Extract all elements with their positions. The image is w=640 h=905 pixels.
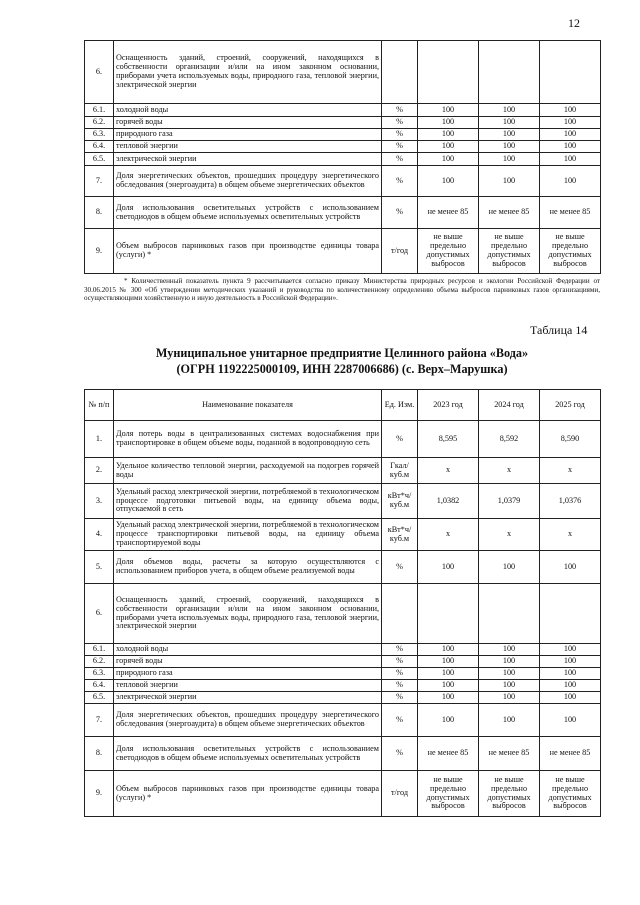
header-unit: Ед. Изм. bbox=[382, 390, 418, 421]
value-2023: 100 bbox=[418, 644, 479, 656]
value-2024: 100 bbox=[479, 668, 540, 680]
value-2025: 100 bbox=[540, 141, 601, 153]
value-2023: не выше предельно допустимых выбросов bbox=[418, 229, 479, 274]
row-number: 6.5. bbox=[85, 153, 114, 166]
value-2024: 100 bbox=[479, 117, 540, 129]
indicator-name: Удельное количество тепловой энергии, расходуемой на подогрев горячей воды bbox=[114, 458, 382, 484]
row-number: 6.1. bbox=[85, 104, 114, 117]
indicator-name: электрической энергии bbox=[114, 153, 382, 166]
value-2024: 8,592 bbox=[479, 421, 540, 458]
table-row bbox=[85, 519, 601, 551]
value-2024: 100 bbox=[479, 141, 540, 153]
unit: кВт*ч/ куб.м bbox=[382, 484, 418, 519]
indicators-table-continued bbox=[84, 40, 601, 274]
indicator-name: Оснащенность зданий, строений, сооружений, находящихся в собственности организации и/или на ином законном основании, приборами учета используемых воды, природного газа, тепловой энергии, электрической энергии bbox=[114, 41, 382, 104]
value-2025 bbox=[540, 41, 601, 104]
unit: % bbox=[382, 692, 418, 704]
indicator-name: тепловой энергии bbox=[114, 680, 382, 692]
value-2025: 100 bbox=[540, 166, 601, 197]
value-2025: 100 bbox=[540, 656, 601, 668]
unit: % bbox=[382, 129, 418, 141]
row-number: 3. bbox=[85, 484, 114, 519]
row-number: 6.4. bbox=[85, 680, 114, 692]
value-2024: не выше предельно допустимых выбросов bbox=[479, 229, 540, 274]
table-row bbox=[85, 644, 601, 656]
value-2024: 100 bbox=[479, 692, 540, 704]
value-2025: 100 bbox=[540, 644, 601, 656]
value-2023: 100 bbox=[418, 141, 479, 153]
value-2024: 100 bbox=[479, 680, 540, 692]
unit: Гкал/ куб.м bbox=[382, 458, 418, 484]
indicator-name: Объем выбросов парниковых газов при производстве единицы товара (услуги) * bbox=[114, 229, 382, 274]
unit: % bbox=[382, 656, 418, 668]
row-number: 4. bbox=[85, 519, 114, 551]
row-number: 6.5. bbox=[85, 692, 114, 704]
table-row bbox=[85, 153, 601, 166]
value-2024: 100 bbox=[479, 644, 540, 656]
footnote: * Количественный показатель пункта 9 рассчитывается согласно приказу Министерства природных ресурсов и экологии Российской Федерации от 30.06.2015 № 300 «Об утверждении методических указаний и руководства по количественному определению объема выбросов парниковых газов организациями, осуществляющими хозяйственную и иную деятельность в Российской Федерации». bbox=[84, 277, 600, 302]
unit: % bbox=[382, 668, 418, 680]
value-2023: 100 bbox=[418, 166, 479, 197]
row-number: 7. bbox=[85, 166, 114, 197]
indicator-name: Объем выбросов парниковых газов при производстве единицы товара (услуги) * bbox=[114, 771, 382, 817]
table-row bbox=[85, 771, 601, 817]
value-2025: 100 bbox=[540, 704, 601, 737]
value-2024: 100 bbox=[479, 656, 540, 668]
title-line-2: (ОГРН 1192225000109, ИНН 2287006686) (с. Верх–Марушка) bbox=[176, 361, 508, 376]
row-number: 5. bbox=[85, 551, 114, 584]
value-2024 bbox=[479, 584, 540, 644]
table-row bbox=[85, 737, 601, 771]
value-2025: 100 bbox=[540, 129, 601, 141]
table-row bbox=[85, 551, 601, 584]
value-2025: не менее 85 bbox=[540, 197, 601, 229]
indicator-name: холодной воды bbox=[114, 644, 382, 656]
row-number: 6.3. bbox=[85, 129, 114, 141]
value-2025: 8,590 bbox=[540, 421, 601, 458]
unit: % bbox=[382, 737, 418, 771]
value-2025: не выше предельно допустимых выбросов bbox=[540, 229, 601, 274]
value-2023: 100 bbox=[418, 104, 479, 117]
indicator-name: Оснащенность зданий, строений, сооружений, находящихся в собственности организации и/или на ином законном основании, приборами учета используемых воды, природного газа, тепловой энергии, электрической энергии bbox=[114, 584, 382, 644]
table-row bbox=[85, 668, 601, 680]
value-2023: не выше предельно допустимых выбросов bbox=[418, 771, 479, 817]
value-2023: х bbox=[418, 519, 479, 551]
title-line-1: Муниципальное унитарное предприятие Целинного района «Вода» bbox=[155, 346, 529, 360]
row-number: 6.1. bbox=[85, 644, 114, 656]
row-number: 6. bbox=[85, 41, 114, 104]
value-2023: 100 bbox=[418, 153, 479, 166]
indicator-name: Доля использования осветительных устройств с использованием светодиодов в общем объеме используемых осветительных устройств bbox=[114, 737, 382, 771]
indicators-table bbox=[84, 389, 601, 817]
indicator-name: тепловой энергии bbox=[114, 141, 382, 153]
value-2024: 100 bbox=[479, 704, 540, 737]
value-2025: 100 bbox=[540, 153, 601, 166]
value-2024: х bbox=[479, 519, 540, 551]
value-2025: 100 bbox=[540, 104, 601, 117]
table-row bbox=[85, 197, 601, 229]
row-number: 6.2. bbox=[85, 117, 114, 129]
value-2024: 100 bbox=[479, 153, 540, 166]
value-2025: не менее 85 bbox=[540, 737, 601, 771]
unit: % bbox=[382, 166, 418, 197]
table-row bbox=[85, 656, 601, 668]
indicator-name: горячей воды bbox=[114, 656, 382, 668]
unit: % bbox=[382, 421, 418, 458]
table-header-row bbox=[85, 390, 601, 421]
value-2023: 1,0382 bbox=[418, 484, 479, 519]
unit: % bbox=[382, 704, 418, 737]
unit bbox=[382, 584, 418, 644]
value-2025: 100 bbox=[540, 692, 601, 704]
value-2025: 1,0376 bbox=[540, 484, 601, 519]
table-row bbox=[85, 141, 601, 153]
indicator-name: Удельный расход электрической энергии, потребляемой в технологическом процессе транспортировки питьевой воды, на единицу объема транспортируемой воды bbox=[114, 519, 382, 551]
value-2024: не менее 85 bbox=[479, 197, 540, 229]
unit: % bbox=[382, 551, 418, 584]
value-2024: 100 bbox=[479, 104, 540, 117]
page-number: 12 bbox=[568, 16, 580, 30]
value-2025: х bbox=[540, 519, 601, 551]
value-2024: не менее 85 bbox=[479, 737, 540, 771]
row-number: 6.3. bbox=[85, 668, 114, 680]
unit: % bbox=[382, 117, 418, 129]
unit: % bbox=[382, 197, 418, 229]
value-2024: 100 bbox=[479, 166, 540, 197]
row-number: 9. bbox=[85, 771, 114, 817]
value-2023: 100 bbox=[418, 117, 479, 129]
table-row bbox=[85, 421, 601, 458]
value-2024: не выше предельно допустимых выбросов bbox=[479, 771, 540, 817]
table-row bbox=[85, 484, 601, 519]
header-year-2025: 2025 год bbox=[540, 390, 601, 421]
table-row bbox=[85, 129, 601, 141]
table-row bbox=[85, 166, 601, 197]
value-2025: х bbox=[540, 458, 601, 484]
table-row bbox=[85, 104, 601, 117]
value-2024: 100 bbox=[479, 129, 540, 141]
value-2025: 100 bbox=[540, 551, 601, 584]
value-2025: 100 bbox=[540, 117, 601, 129]
header-year-2024: 2024 год bbox=[479, 390, 540, 421]
value-2023: 100 bbox=[418, 668, 479, 680]
indicator-name: Доля энергетических объектов, прошедших процедуру энергетического обследования (энергоаудита) в общем объеме энергетических объектов bbox=[114, 704, 382, 737]
value-2025 bbox=[540, 584, 601, 644]
table-row bbox=[85, 117, 601, 129]
row-number: 6. bbox=[85, 584, 114, 644]
indicator-name: горячей воды bbox=[114, 117, 382, 129]
table-row bbox=[85, 680, 601, 692]
unit: т/год bbox=[382, 771, 418, 817]
value-2025: не выше предельно допустимых выбросов bbox=[540, 771, 601, 817]
value-2023 bbox=[418, 41, 479, 104]
indicator-name: Доля потерь воды в централизованных системах водоснабжения при транспортировке в общем объеме воды, поданной в водопроводную сеть bbox=[114, 421, 382, 458]
table-row bbox=[85, 229, 601, 274]
row-number: 8. bbox=[85, 197, 114, 229]
value-2023: 100 bbox=[418, 656, 479, 668]
row-number: 8. bbox=[85, 737, 114, 771]
row-number: 6.4. bbox=[85, 141, 114, 153]
indicator-name: природного газа bbox=[114, 668, 382, 680]
value-2023: 100 bbox=[418, 551, 479, 584]
unit: т/год bbox=[382, 229, 418, 274]
unit: % bbox=[382, 153, 418, 166]
indicator-name: Удельный расход электрической энергии, потребляемой в технологическом процессе подготовки питьевой воды, на единицу объема воды, отпускаемой в сеть bbox=[114, 484, 382, 519]
indicator-name: холодной воды bbox=[114, 104, 382, 117]
row-number: 7. bbox=[85, 704, 114, 737]
value-2023: 8,595 bbox=[418, 421, 479, 458]
row-number: 1. bbox=[85, 421, 114, 458]
header-year-2023: 2023 год bbox=[418, 390, 479, 421]
table-row bbox=[85, 704, 601, 737]
row-number: 9. bbox=[85, 229, 114, 274]
value-2025: 100 bbox=[540, 668, 601, 680]
value-2023: х bbox=[418, 458, 479, 484]
value-2023: 100 bbox=[418, 704, 479, 737]
indicator-name: Доля энергетических объектов, прошедших процедуру энергетического обследования (энергоаудита) в общем объеме энергетических объектов bbox=[114, 166, 382, 197]
table-label: Таблица 14 bbox=[530, 323, 588, 337]
value-2025: 100 bbox=[540, 680, 601, 692]
table-row bbox=[85, 584, 601, 644]
value-2023: 100 bbox=[418, 129, 479, 141]
value-2023 bbox=[418, 584, 479, 644]
header-indicator-name: Наименование показателя bbox=[114, 390, 382, 421]
header-number: № п/п bbox=[85, 390, 114, 421]
value-2024 bbox=[479, 41, 540, 104]
value-2023: не менее 85 bbox=[418, 197, 479, 229]
indicator-name: Доля использования осветительных устройств с использованием светодиодов в общем объеме используемых осветительных устройств bbox=[114, 197, 382, 229]
unit: кВт*ч/ куб.м bbox=[382, 519, 418, 551]
value-2024: х bbox=[479, 458, 540, 484]
unit: % bbox=[382, 104, 418, 117]
indicator-name: природного газа bbox=[114, 129, 382, 141]
indicator-name: Доля объемов воды, расчеты за которую осуществляются с использованием приборов учета, в общем объеме реализуемой воды bbox=[114, 551, 382, 584]
value-2023: не менее 85 bbox=[418, 737, 479, 771]
value-2023: 100 bbox=[418, 680, 479, 692]
unit: % bbox=[382, 680, 418, 692]
table-row bbox=[85, 692, 601, 704]
row-number: 6.2. bbox=[85, 656, 114, 668]
table-row bbox=[85, 41, 601, 104]
unit: % bbox=[382, 644, 418, 656]
indicator-name: электрической энергии bbox=[114, 692, 382, 704]
unit: % bbox=[382, 141, 418, 153]
value-2024: 1,0379 bbox=[479, 484, 540, 519]
table-title bbox=[84, 346, 600, 378]
unit bbox=[382, 41, 418, 104]
row-number: 2. bbox=[85, 458, 114, 484]
table-row bbox=[85, 458, 601, 484]
value-2023: 100 bbox=[418, 692, 479, 704]
value-2024: 100 bbox=[479, 551, 540, 584]
